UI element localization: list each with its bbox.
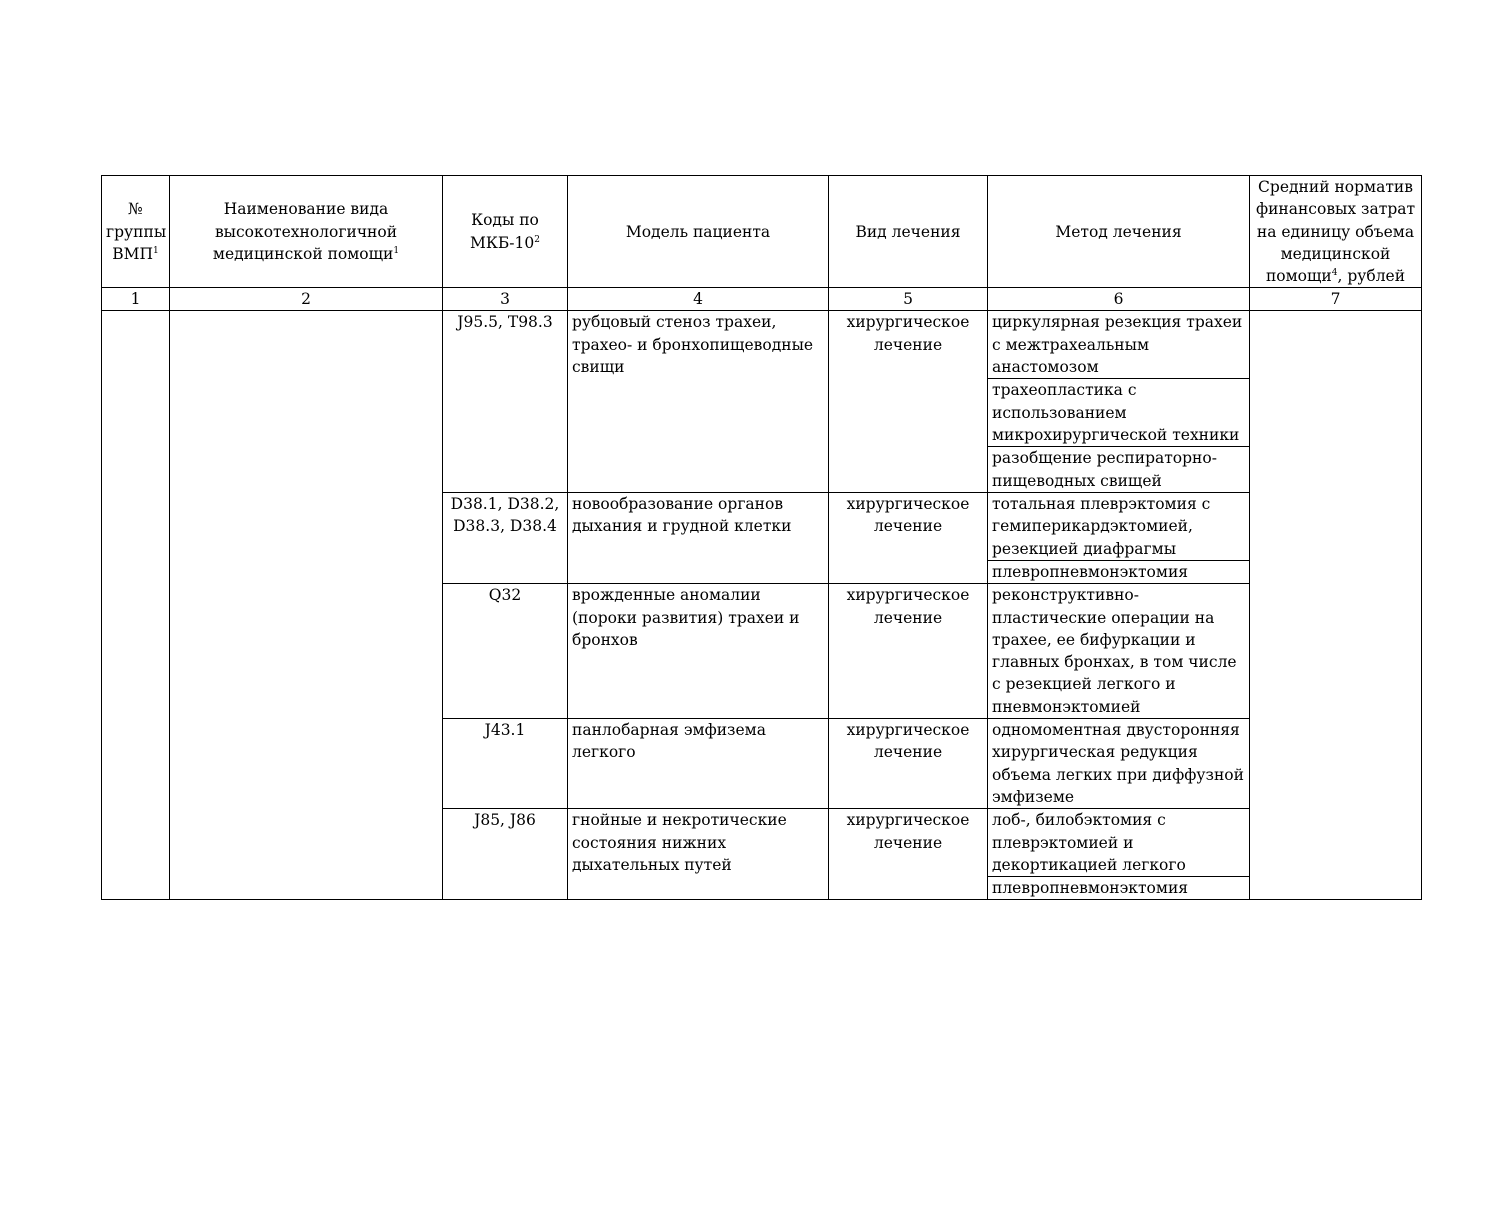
treatment-method-cell: плевропневмонэктомия (988, 560, 1250, 583)
treatment-type-cell: хирургическое лечение (829, 493, 988, 584)
treatment-method-cell: трахеопластика с использованием микрохирургической техники (988, 379, 1250, 447)
treatment-type-cell: хирургическое лечение (829, 311, 988, 493)
header-treatment-type: Вид лечения (829, 176, 988, 288)
patient-model-cell: гнойные и некротические состояния нижних дыхательных путей (568, 809, 829, 900)
treatment-method-cell: тотальная плеврэктомия с гемиперикардэктомией, резекцией диафрагмы (988, 493, 1250, 561)
icd-codes-cell: Q32 (443, 584, 568, 719)
footnote-mark: 1 (393, 245, 400, 256)
treatment-method-cell: лоб-, билобэктомия с плеврэктомией и декортикацией легкого (988, 809, 1250, 877)
column-number: 4 (568, 288, 829, 311)
footnote-mark: 4 (1331, 268, 1338, 279)
vmp-table (101, 175, 1422, 900)
group-number-cell (102, 311, 170, 900)
treatment-method-cell: реконструктивно-пластические операции на трахее, ее бифуркации и главных бронхах, в том числе с резекцией легкого и пневмонэктомией (988, 584, 1250, 719)
column-number: 1 (102, 288, 170, 311)
column-number: 6 (988, 288, 1250, 311)
treatment-method-cell: одномоментная двусторонняя хирургическая редукция объема легких при диффузной эмфиземе (988, 719, 1250, 809)
patient-model-cell: новообразование органов дыхания и грудной клетки (568, 493, 829, 584)
treatment-method-cell: циркулярная резекция трахеи с межтрахеальным анастомозом (988, 311, 1250, 379)
column-number: 5 (829, 288, 988, 311)
patient-model-cell: врожденные аномалии (пороки развития) трахеи и бронхов (568, 584, 829, 719)
icd-codes-cell: J85, J86 (443, 809, 568, 900)
treatment-method-cell: разобщение респираторно-пищеводных свищей (988, 447, 1250, 493)
column-number-row (102, 288, 1422, 311)
vmp-name-cell (170, 311, 443, 900)
column-number: 7 (1250, 288, 1422, 311)
column-number: 2 (170, 288, 443, 311)
icd-codes-cell: J95.5, T98.3 (443, 311, 568, 493)
header-row (102, 176, 1422, 288)
header-patient-model: Модель пациента (568, 176, 829, 288)
patient-model-cell: рубцовый стеноз трахеи, трахео- и бронхопищеводные свищи (568, 311, 829, 493)
header-treatment-method: Метод лечения (988, 176, 1250, 288)
icd-codes-cell: D38.1, D38.2, D38.3, D38.4 (443, 493, 568, 584)
icd-codes-cell: J43.1 (443, 719, 568, 809)
cost-norm-cell (1250, 311, 1422, 900)
treatment-method-cell: плевропневмонэктомия (988, 877, 1250, 900)
column-number: 3 (443, 288, 568, 311)
header-vmp-name: Наименование вида высокотехнологичной медицинской помощи$^1$ (170, 176, 443, 288)
footnote-mark: 1 (153, 245, 159, 256)
treatment-type-cell: хирургическое лечение (829, 584, 988, 719)
header-group-number: № группы ВМП$^1$ (102, 176, 170, 288)
footnote-mark: 2 (534, 234, 540, 245)
header-cost-norm: Средний норматив финансовых затрат на единицу объема медицинской помощи$^4$, рублей (1250, 176, 1422, 288)
patient-model-cell: панлобарная эмфизема легкого (568, 719, 829, 809)
table-row (102, 311, 1422, 379)
treatment-type-cell: хирургическое лечение (829, 809, 988, 900)
header-icd-codes: Коды по МКБ-$10^2$ (443, 176, 568, 288)
treatment-type-cell: хирургическое лечение (829, 719, 988, 809)
